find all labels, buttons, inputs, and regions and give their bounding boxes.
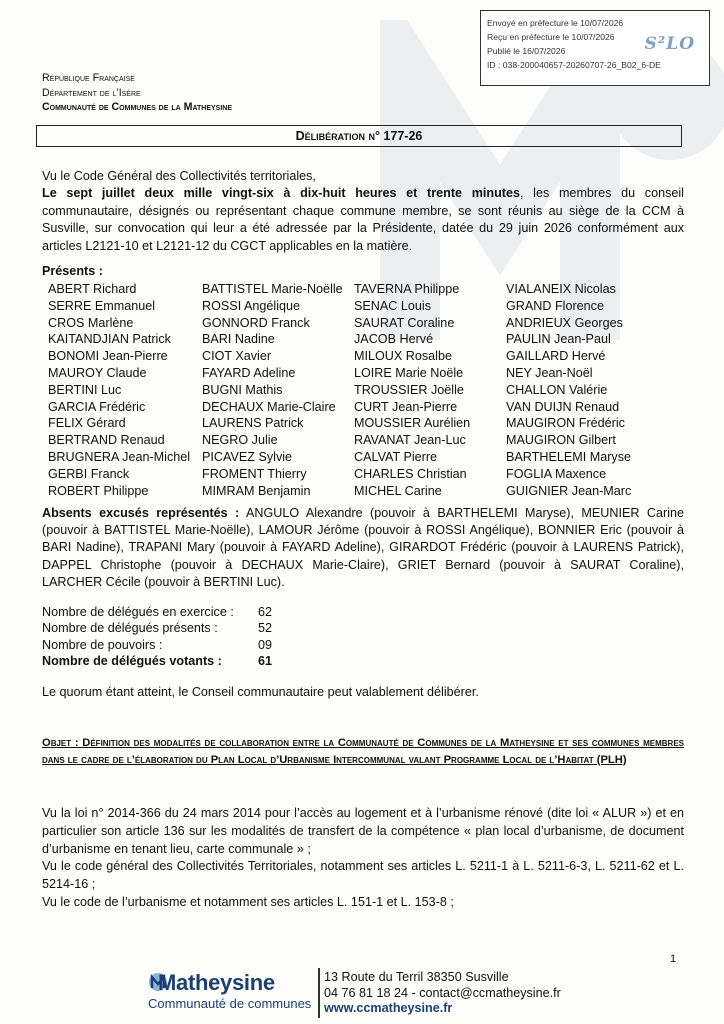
vu-section: [42, 805, 684, 912]
present-member: BARI Nadine: [202, 332, 275, 347]
present-member: MOUSSIER Aurélien: [354, 416, 471, 431]
present-member: CALVAT Pierre: [354, 449, 438, 464]
page-number: 1: [670, 953, 677, 965]
present-member: BATTISTEL Marie-Noëlle: [202, 282, 343, 296]
present-member: NEGRO Julie: [202, 433, 278, 448]
present-member: JACOB Hervé: [354, 332, 434, 347]
quorum-statement: Le quorum étant atteint, le Conseil communautaire peut valablement délibérer.: [42, 685, 479, 699]
stamp-line: Envoyé en préfecture le 10/07/2026: [487, 18, 624, 28]
present-member: FAYARD Adeline: [202, 365, 296, 380]
present-member: ABERT Richard: [48, 282, 137, 296]
absents-paragraph: [42, 505, 684, 591]
stamp-line: ID : 038-200040657-20260707-26_B02_6-DE: [487, 60, 661, 70]
present-member: GARCIA Frédéric: [48, 399, 146, 414]
footer-divider: [318, 968, 320, 1018]
present-member: BONOMI Jean-Pierre: [48, 349, 168, 364]
present-member: BUGNI Mathis: [202, 382, 283, 397]
delegate-counts: [42, 604, 272, 670]
present-member: DECHAUX Marie-Claire: [202, 399, 336, 414]
count-value: 09: [258, 637, 273, 652]
vu-item: Vu la loi n° 2014-366 du 24 mars 2014 pour l’accès au logement et à l’urbanisme rénové (dite loi « ALUR ») et en particulier son article 136 sur les modalités de transfert de la compétence « plan local d’urbanisme, de document d’urbanisme en tenant lieu, carte communale » ;: [42, 806, 684, 856]
footer-phone-email: 04 76 81 18 24 - contact@ccmatheysine.fr: [324, 985, 561, 1000]
footer-website-link[interactable]: www.ccmatheysine.fr: [324, 1001, 453, 1015]
present-member: SAURAT Coraline: [354, 315, 455, 330]
present-member: CIOT Xavier: [202, 349, 272, 364]
count-row: [42, 620, 272, 636]
matheysine-logo: [148, 970, 316, 1018]
stamp-signature: S²LO: [644, 34, 695, 54]
present-member: TROUSSIER Joëlle: [354, 382, 464, 397]
intro-text: , les membres du conseil communautaire, désignés ou représentant chaque commune membre, se sont réunis au siège de la CCM à Susville, sur convocation qui leur a été adressée par la Présidente, datée du 29 juin 2026 conformément aux articles L2121-10 et L2121-12 du CGCT applicables en la matière.: [42, 186, 684, 253]
present-member: GUIGNIER Jean-Marc: [506, 483, 632, 498]
vu-item: Vu le code général des Collectivités Territoriales, notamment ses articles L. 5211-1 à L. 5211-6-3, L. 5211-62 et L. 5214-16 ;: [42, 859, 684, 892]
absents-text: ANGULO Alexandre (pouvoir à BARTHELEMI Maryse), MEUNIER Carine (pouvoir à BATTISTEL Marie-Noëlle), LAMOUR Jérôme (pouvoir à ROSSI Angélique), BONNIER Eric (pouvoir à BARI Nadine), TRAPANI Mary (pouvoir à FAYARD Adeline), GIRARDOT Frédéric (pouvoir à LAURENS Patrick), DAPPEL Christophe (pouvoir à DECHAUX Marie-Claire), GRIET Bernard (pouvoir à SAURAT Coraline), LARCHER Cécile (pouvoir à BERTINI Luc).: [42, 506, 685, 589]
count-label: Nombre de pouvoirs :: [42, 637, 163, 652]
presents-title: Présents :: [42, 264, 103, 278]
logo-name: Matheysine: [158, 970, 275, 995]
presents-column-4: [506, 281, 631, 499]
present-member: CROS Marlène: [48, 315, 134, 330]
present-member: PICAVEZ Sylvie: [202, 449, 293, 464]
intro-code-line: Vu le Code Général des Collectivités territoriales,: [42, 169, 316, 183]
present-member: RAVANAT Jean-Luc: [354, 433, 466, 448]
present-member: MILOUX Rosalbe: [354, 349, 452, 364]
header-department: Département de l’Isère: [42, 86, 141, 99]
present-member: GERBI Franck: [48, 466, 130, 481]
present-member: TAVERNA Philippe: [354, 282, 460, 296]
present-member: MAUGIRON Frédéric: [506, 416, 625, 431]
present-member: NEY Jean-Noël: [506, 365, 593, 380]
administrative-header: [42, 71, 232, 115]
intro-paragraph: [42, 168, 684, 255]
count-value: 52: [258, 621, 273, 636]
present-member: CURT Jean-Pierre: [354, 399, 458, 414]
present-member: FELIX Gérard: [48, 416, 126, 431]
present-member: GAILLARD Hervé: [506, 349, 606, 364]
objet-heading: Objet : Définition des modalités de collaboration entre la Communauté de Communes de la Matheysine et ses communes membres dans le cadre de l’élaboration du Plan Local d’Urbanisme Intercommunal valant Programme Local de l’Habitat (PLH): [42, 737, 684, 766]
count-label: Nombre de délégués votants :: [42, 654, 222, 669]
present-member: GONNORD Franck: [202, 315, 310, 330]
present-member: MAUGIRON Gilbert: [506, 433, 616, 448]
present-member: BRUGNERA Jean-Michel: [48, 449, 191, 464]
present-member: CHARLES Christian: [354, 466, 467, 481]
footer-address: 13 Route du Terril 38350 Susville: [324, 970, 509, 984]
present-member: BERTINI Luc: [48, 382, 122, 397]
intro-date: Le sept juillet deux mille vingt-six à dix-huit heures et trente minutes: [42, 186, 520, 201]
header-republic: République Française: [42, 72, 135, 84]
count-row: [42, 637, 272, 653]
count-row: [42, 604, 272, 620]
present-member: MICHEL Carine: [354, 483, 442, 498]
count-value: 62: [258, 605, 273, 619]
present-member: BARTHELEMI Maryse: [506, 449, 632, 464]
count-label: Nombre de délégués présents :: [42, 621, 218, 636]
present-member: ANDRIEUX Georges: [506, 315, 623, 330]
present-member: SENAC Louis: [354, 298, 431, 313]
present-member: SERRE Emmanuel: [48, 298, 156, 313]
header-community: Communauté de Communes de la Matheysine: [42, 101, 232, 113]
present-member: LOIRE Marie Noële: [354, 365, 464, 380]
present-member: LAURENS Patrick: [202, 416, 304, 431]
presents-column-1: [48, 281, 190, 499]
present-member: KAITANDJIAN Patrick: [48, 332, 171, 347]
footer-contact: [324, 970, 561, 1017]
present-member: FROMENT Thierry: [202, 466, 307, 481]
presents-column-3: [354, 281, 470, 499]
deliberation-title: Délibération n° 177-26: [36, 125, 682, 147]
present-member: PAULIN Jean-Paul: [506, 332, 611, 347]
logo-subtitle: Communauté de communes: [148, 996, 312, 1011]
present-member: BERTRAND Renaud: [48, 433, 165, 448]
present-member: ROBERT Philippe: [48, 483, 149, 498]
stamp-line: Reçu en préfecture le 10/07/2026: [487, 32, 615, 42]
count-value: 61: [258, 654, 273, 669]
present-member: MIMRAM Benjamin: [202, 483, 311, 498]
count-row-voters: [42, 653, 272, 669]
prefecture-stamp: [480, 10, 710, 86]
present-member: CHALLON Valérie: [506, 382, 608, 397]
vu-item: Vu le code de l’urbanisme et notamment ses articles L. 151-1 et L. 153-8 ;: [42, 894, 454, 909]
present-member: MAUROY Claude: [48, 365, 147, 380]
absents-title: Absents excusés représentés :: [42, 506, 240, 520]
present-member: ROSSI Angélique: [202, 298, 301, 313]
presents-column-2: [202, 281, 343, 499]
present-member: GRAND Florence: [506, 298, 604, 313]
count-label: Nombre de délégués en exercice :: [42, 605, 234, 619]
present-member: FOGLIA Maxence: [506, 466, 607, 481]
present-member: VAN DUIJN Renaud: [506, 399, 620, 414]
present-member: VIALANEIX Nicolas: [506, 282, 616, 296]
stamp-line: Publié le 16/07/2026: [487, 46, 566, 56]
